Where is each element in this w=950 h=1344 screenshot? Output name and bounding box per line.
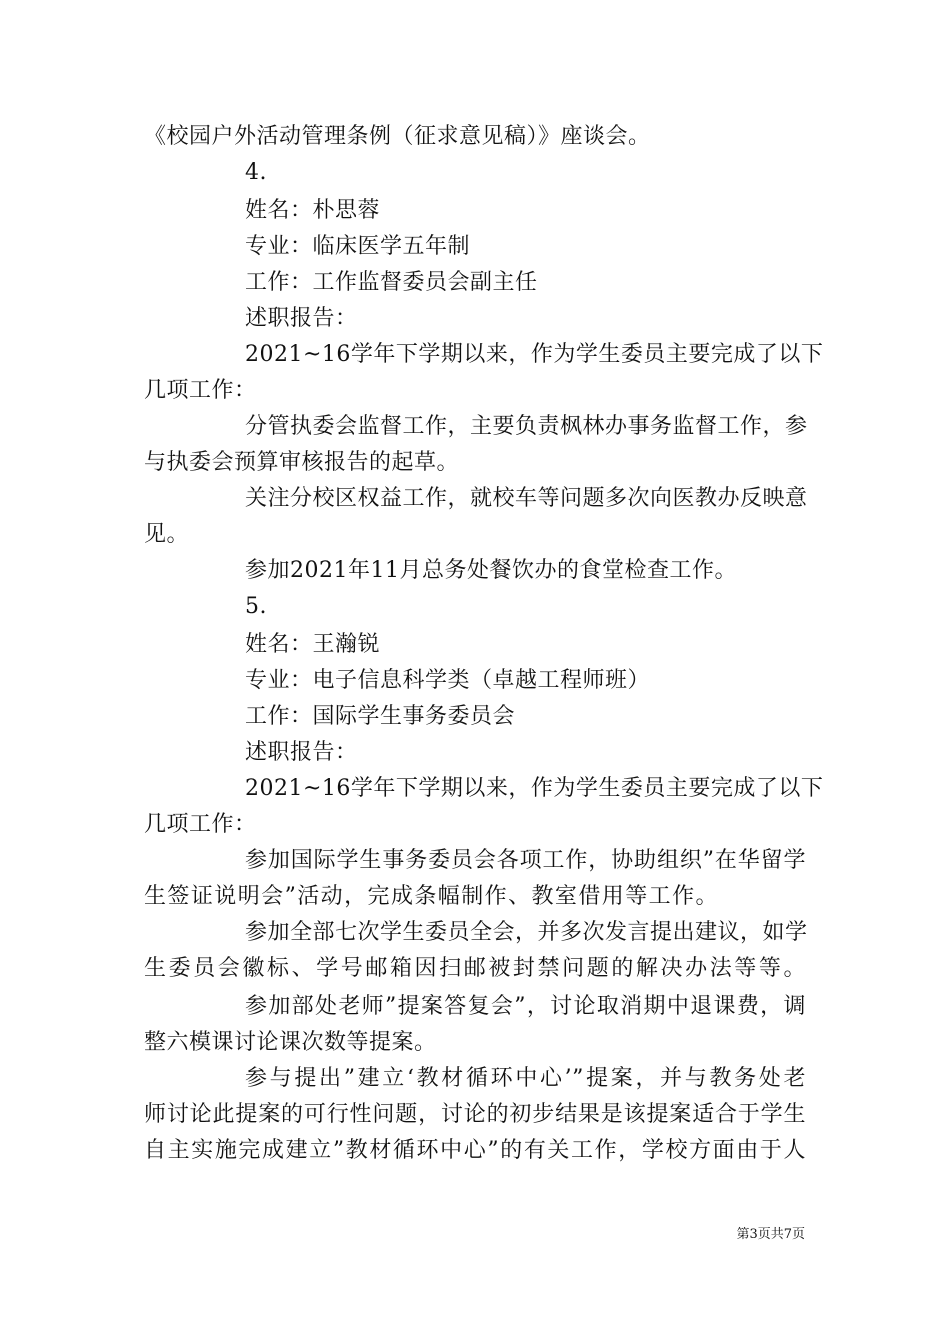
text-line: 分管执委会监督工作，主要负责枫林办事务监督工作，参 <box>245 414 808 439</box>
text-line: 生签证说明会”活动，完成条幅制作、教室借用等工作。 <box>144 884 718 909</box>
text-line: 2021~16学年下学期以来，作为学生委员主要完成了以下 <box>245 776 824 801</box>
report-heading: 述职报告： <box>245 306 358 331</box>
page-number: 第3页共7页 <box>736 1227 805 1242</box>
text-line: 参与提出”建立‘教材循环中心’”提案，并与教务处老 <box>245 1066 806 1091</box>
text-line: 2021~16学年下学期以来，作为学生委员主要完成了以下 <box>245 342 824 367</box>
name-field: 姓名：朴思蓉 <box>245 198 381 223</box>
text-line: 关注分校区权益工作，就校车等问题多次向医教办反映意 <box>245 486 808 511</box>
item-number: 4. <box>245 160 267 185</box>
job-field: 工作：工作监督委员会副主任 <box>245 270 538 295</box>
report-heading: 述职报告： <box>245 740 358 765</box>
text-line: 几项工作： <box>144 378 257 403</box>
text-line: 参加部处老师”提案答复会”，讨论取消期中退课费，调 <box>245 994 806 1019</box>
major-field: 专业：临床医学五年制 <box>245 234 471 259</box>
text-line: 几项工作： <box>144 812 257 837</box>
text-line: 参加国际学生事务委员会各项工作，协助组织”在华留学 <box>245 848 806 873</box>
major-field: 专业：电子信息科学类（卓越工程师班） <box>245 668 651 693</box>
job-field: 工作：国际学生事务委员会 <box>245 704 516 729</box>
text-line: 师讨论此提案的可行性问题，讨论的初步结果是该提案适合于学生 <box>144 1102 806 1127</box>
text-line: 与执委会预算审核报告的起草。 <box>144 450 460 475</box>
text-line: 见。 <box>144 522 190 547</box>
text-line: 生委员会徽标、学号邮箱因扫邮被封禁问题的解决办法等等。 <box>144 956 806 981</box>
text-line: 参加2021年11月总务处餐饮办的食堂检查工作。 <box>245 558 737 583</box>
name-field: 姓名：王瀚锐 <box>245 632 381 657</box>
text-line: 整六模课讨论课次数等提案。 <box>144 1030 437 1055</box>
text-line: 参加全部七次学生委员全会，并多次发言提出建议，如学 <box>245 920 808 945</box>
item-number: 5. <box>245 594 267 619</box>
text-line: 自主实施完成建立”教材循环中心”的有关工作，学校方面由于人 <box>144 1138 806 1163</box>
text-line: 《校园户外活动管理条例（征求意见稿）》座谈会。 <box>144 124 651 149</box>
